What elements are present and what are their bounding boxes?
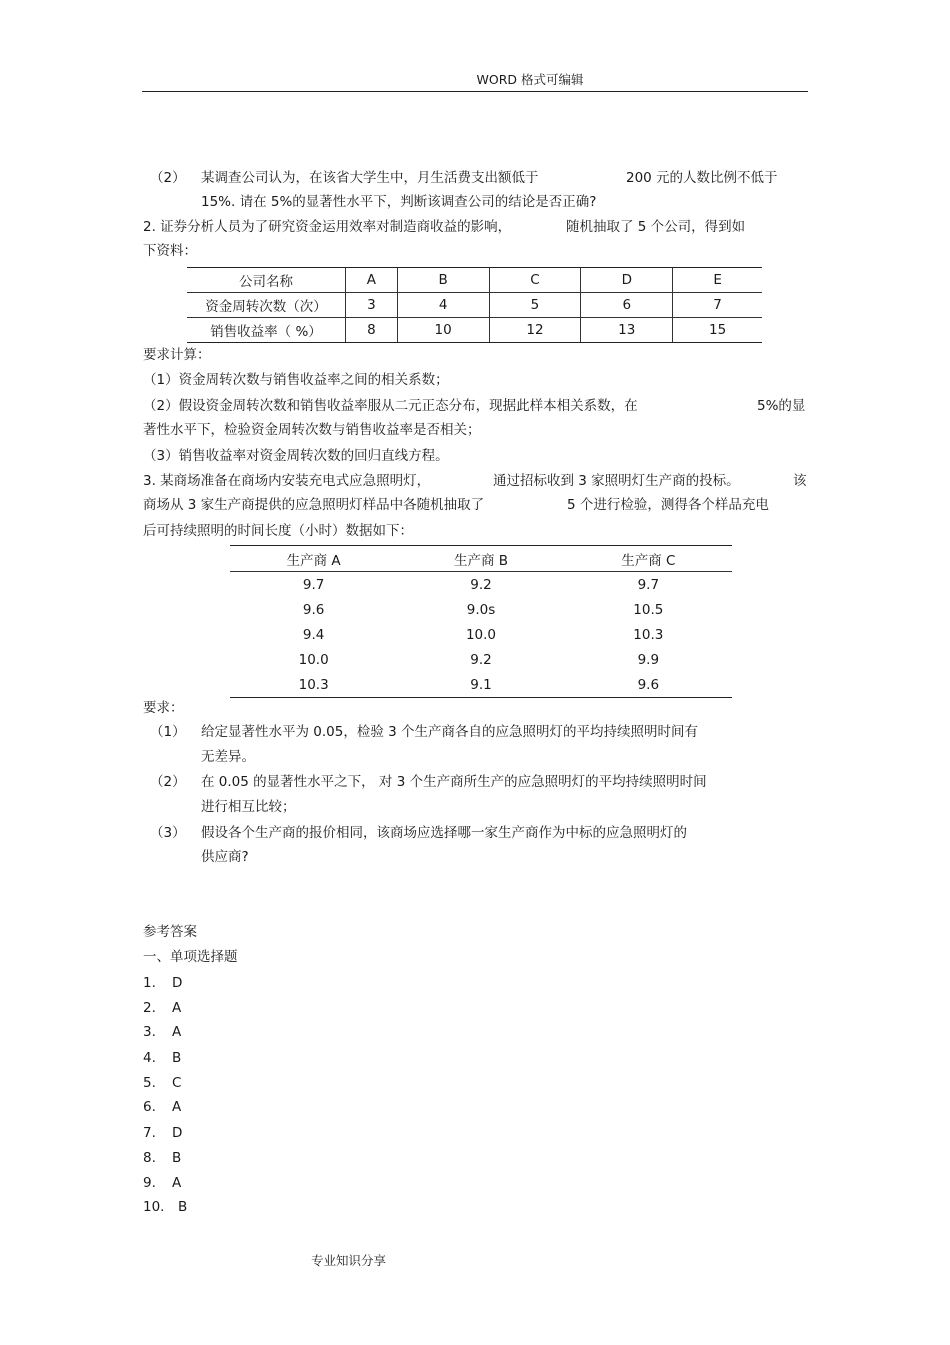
q2-req2c: 著性水平下，检验资金周转次数与销售收益率是否相关；: [143, 422, 481, 438]
table-cell: 3: [346, 293, 398, 318]
table-cell: D: [581, 268, 673, 293]
answer-value: B: [172, 1150, 182, 1166]
answer-value: A: [172, 1175, 182, 1191]
q3-req3-text2: 供应商?: [201, 849, 249, 865]
table-cell: 8: [346, 318, 398, 343]
q3-req-title: 要求：: [143, 700, 184, 716]
q1-part2-line1a: 某调查公司认为，在该省大学生中，月生活费支出额低于: [201, 170, 539, 186]
q1-part2-line2: 15%. 请在 5%的显著性水平下，判断该调查公司的结论是否正确?: [201, 194, 597, 210]
q2-req3: （3）销售收益率对资金周转次数的回归直线方程。: [143, 448, 449, 464]
q2-req2b: 5%的显: [757, 398, 806, 414]
table-cell: 9.2: [470, 576, 492, 593]
answer-number: 10.: [143, 1199, 165, 1215]
answers-section: 一、单项选择题: [143, 949, 238, 965]
table-cell: 10: [397, 318, 489, 343]
answer-number: 5.: [143, 1075, 156, 1091]
page-footer: 专业知识分享: [311, 1253, 387, 1268]
answer-value: B: [172, 1050, 182, 1066]
table-cell: 12: [489, 318, 581, 343]
table-row: [230, 672, 732, 698]
q1-part2-label: （2）: [150, 170, 186, 186]
answer-value: D: [172, 1125, 183, 1141]
q3-req1-label: （1）: [150, 724, 186, 740]
table-cell: 10.0: [298, 651, 329, 668]
q1-part2-line1b: 200 元的人数比例不低于: [626, 170, 778, 186]
table-header-row: [230, 546, 732, 572]
table-cell: 13: [581, 318, 673, 343]
answer-item: [143, 973, 183, 993]
answers-title: 参考答案: [143, 924, 197, 940]
answer-item: [143, 1097, 182, 1117]
answer-item: [143, 1022, 182, 1042]
answer-number: 2.: [143, 1000, 156, 1016]
table-cell: 10.3: [230, 672, 397, 698]
table-cell: 10.0: [465, 626, 497, 643]
table-cell: 9.1: [397, 672, 564, 698]
answer-value: D: [172, 975, 183, 991]
q3-line1b: 通过招标收到 3 家照明灯生产商的投标。: [493, 473, 740, 489]
table-cell: 7: [673, 293, 762, 318]
answer-number: 8.: [143, 1150, 156, 1166]
answer-value: A: [172, 1024, 182, 1040]
q2-req2a: （2）假设资金周转次数和销售收益率服从二元正态分布，现据此样本相关系数，在: [143, 398, 638, 414]
q3-line1a: 3. 某商场准备在商场内安装充电式应急照明灯，: [143, 473, 431, 489]
answer-item: [143, 1048, 182, 1068]
q3-line2b: 5 个进行检验，测得各个样品充电: [567, 497, 769, 513]
q3-line2a: 商场从 3 家生产商提供的应急照明灯样品中各随机抽取了: [143, 497, 485, 513]
table-cell: 6: [581, 293, 673, 318]
answer-value: B: [178, 1199, 188, 1215]
table-cell: C: [489, 268, 581, 293]
answer-number: 6.: [143, 1099, 156, 1115]
table-cell: 9.6: [302, 601, 325, 618]
table-cell: A: [346, 268, 398, 293]
answer-item: [143, 1173, 182, 1193]
answer-number: 7.: [143, 1125, 156, 1141]
table-cell: 9.9: [637, 651, 660, 668]
table-row: [230, 572, 732, 598]
table-cell: 公司名称: [187, 268, 346, 293]
table-cell: E: [673, 268, 762, 293]
answer-item: [143, 998, 182, 1018]
table-cell: 9.6: [565, 672, 732, 698]
table-cell: 9.2: [470, 651, 492, 668]
answer-item: [143, 1148, 182, 1168]
header-divider: [142, 91, 808, 92]
q3-req1-text1: 给定显著性水平为 0.05，检验 3 个生产商各自的应急照明灯的平均持续照明时间有: [201, 724, 699, 740]
table-header-row: [187, 268, 762, 293]
q3-req1-text2: 无差异。: [201, 749, 255, 765]
table-cell: 10.5: [633, 601, 664, 618]
q2-line2: 下资料：: [143, 243, 197, 259]
table-cell: 9.7: [302, 576, 325, 593]
q2-line1b: 随机抽取了 5 个公司，得到如: [566, 219, 746, 235]
answer-number: 9.: [143, 1175, 156, 1191]
table-cell: 9.0s: [466, 601, 496, 618]
q2-req-title: 要求计算：: [143, 347, 211, 363]
answer-value: A: [172, 1000, 182, 1016]
table-row: [230, 597, 732, 622]
table-cell: 生产商 A: [230, 546, 397, 572]
q3-req2-text1: 在 0.05 的显著性水平之下， 对 3 个生产商所生产的应急照明灯的平均持续照明时间: [201, 774, 707, 790]
answer-value: A: [172, 1099, 182, 1115]
answer-item: [143, 1197, 188, 1217]
company-data-table: [187, 267, 762, 343]
lighting-data-table: [230, 545, 732, 698]
table-cell: 销售收益率（ %）: [187, 318, 346, 343]
q3-req2-text2: 进行相互比较；: [201, 799, 296, 815]
table-cell: 资金周转次数（次）: [187, 293, 346, 318]
table-row: [187, 293, 762, 318]
q3-req3-text1: 假设各个生产商的报价相同，该商场应选择哪一家生产商作为中标的应急照明灯的: [201, 825, 687, 841]
table-row: [230, 622, 732, 647]
table-cell: 4: [397, 293, 489, 318]
table-row: [230, 647, 732, 672]
q3-line1c: 该: [793, 473, 807, 489]
q3-line3: 后可持续照明的时间长度（小时）数据如下：: [143, 523, 413, 539]
answer-number: 4.: [143, 1050, 156, 1066]
table-cell: 生产商 B: [397, 546, 564, 572]
answer-number: 3.: [143, 1024, 156, 1040]
q3-req2-label: （2）: [150, 774, 186, 790]
table-cell: B: [397, 268, 489, 293]
q2-line1a: 2. 证券分析人员为了研究资金运用效率对制造商收益的影响，: [143, 219, 512, 235]
q3-req3-label: （3）: [150, 825, 186, 841]
table-cell: 5: [489, 293, 581, 318]
table-row: [187, 318, 762, 343]
table-cell: 15: [673, 318, 762, 343]
answer-item: [143, 1123, 183, 1143]
table-cell: 生产商 C: [565, 546, 732, 572]
table-cell: 9.4: [302, 626, 325, 643]
answer-value: C: [172, 1075, 182, 1091]
answer-item: [143, 1073, 182, 1093]
page-header: WORD 格式可编辑: [476, 72, 584, 87]
table-cell: 9.7: [637, 576, 660, 593]
q2-req1: （1）资金周转次数与销售收益率之间的相关系数；: [143, 372, 449, 388]
table-cell: 10.3: [633, 626, 664, 643]
answer-number: 1.: [143, 975, 156, 991]
